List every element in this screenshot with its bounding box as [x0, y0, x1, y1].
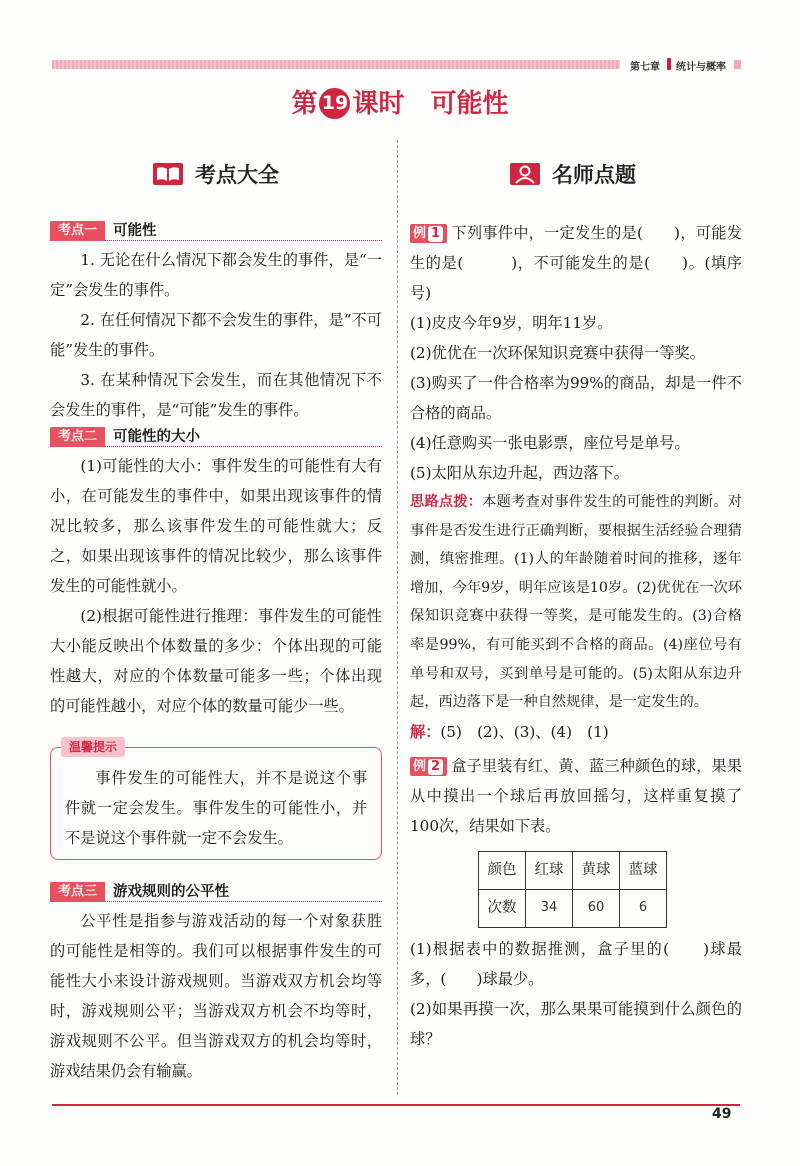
title-prefix: 第 — [291, 89, 318, 119]
ex1-answer: 解：(5) (2)、(3)、(4) (1) — [410, 722, 609, 741]
kd3-para: 公平性是指参与游戏活动的每一个对象获胜的可能性是相等的。我们可以根据事件发生的可能性大小来设计游戏规则。当游戏双方机会均等时，游戏规则公平；当游戏双方机会不均等时，游戏规则不公平。但当游戏双方的机会均等时，游戏结果仍会有输赢。 — [50, 912, 382, 1080]
footer-rule — [52, 1104, 740, 1106]
kd1-item-1: 1. 无论在什么情况下都会发生的事件，是“一定”会发生的事件。 — [50, 251, 382, 299]
example-1-question: 例 1 下列事件中，一定发生的是( )，可能发生的是( )，不可能发生的是( )。(填序号) — [410, 224, 742, 302]
kaodian-2-header: 考点二 可能性的大小 — [50, 427, 382, 447]
table-header-cell: 蓝球 — [620, 851, 667, 889]
tip-box — [50, 740, 382, 860]
ball-count-table — [478, 851, 667, 928]
kd1-item-3: 3. 在某种情况下会发生，而在其他情况下不会发生的事件，是“可能”发生的事件。 — [50, 371, 382, 419]
open-book-icon — [153, 163, 183, 185]
kaodian-3-header: 考点三 游戏规则的公平性 — [50, 882, 382, 902]
ex1-option-4: (4)任意购买一张电影票，座位号是单号。 — [410, 434, 690, 452]
chapter-label: 第七章 — [630, 62, 660, 73]
ex1-option-2: (2)优优在一次环保知识竞赛中获得一等奖。 — [410, 344, 705, 362]
column-divider — [397, 140, 398, 1095]
ex1-option-5: (5)太阳从东边升起，西边落下。 — [410, 464, 629, 482]
example-2-question: 例 2 盒子里装有红、黄、蓝三种颜色的球，果果从中摸出一个球后再放回摇匀，这样重复摸了100次，结果如下表。 — [410, 756, 742, 835]
tip-label: 温馨提示 — [61, 737, 125, 757]
ex2-question-1: (1)根据表中的数据推测，盒子里的( )球最多，( )球最少。 — [410, 939, 742, 988]
ex2-question-2: (2)如果再摸一次，那么果果可能摸到什么颜色的球？ — [410, 999, 742, 1048]
ex1-option-1: (1)皮皮今年9岁，明年11岁。 — [410, 314, 613, 332]
title-suffix: 课时 — [352, 89, 405, 119]
table-cell: 6 — [620, 889, 667, 927]
left-section-heading: 考点大全 — [153, 159, 279, 189]
example-1-tag: 例 1 — [410, 224, 447, 243]
tip-text: 事件发生的可能性大，并不是说这个事件就一定会发生。事件发生的可能性小，并不是说这个事件就一定不会发生。 — [65, 769, 367, 847]
lesson-title — [0, 83, 800, 120]
teacher-icon — [510, 163, 540, 185]
page-number: 49 — [712, 1106, 732, 1122]
ex1-hint: 思路点拨：本题考查对事件发生的可能性的判断。对事件是否发生进行正确判断，要根据生活经验合理猜测，缜密推理。(1)人的年龄随着时间的推移，逐年增加，今年9岁，明年应该是10岁。(2)优优在一次环保知识竞赛中获得一等奖，是可能发生的。(3)合格率是99%，有可能买到不合格的商品。(4)座位号有单号和双号，买到单号是可能的。(5)太阳从东边升起，西边落下是一种自然规律，是一定发生的。 — [410, 494, 742, 711]
table-header-row — [479, 851, 667, 889]
title-name: 可能性 — [430, 89, 509, 119]
left-column — [50, 219, 382, 1086]
kd1-item-2: 2. 在任何情况下都不会发生的事件，是“不可能”发生的事件。 — [50, 311, 382, 359]
table-header-cell: 颜色 — [479, 851, 526, 889]
table-header-cell: 黄球 — [573, 851, 620, 889]
kaodian-1-header: 考点一 可能性 — [50, 221, 382, 241]
header-separator — [667, 58, 671, 70]
table-row — [479, 889, 667, 927]
right-section-heading: 名师点题 — [510, 159, 636, 189]
topic-label: 统计与概率 — [676, 62, 726, 73]
table-cell: 34 — [526, 889, 573, 927]
table-row-label: 次数 — [479, 889, 526, 927]
kd2-para-1: (1)可能性的大小：事件发生的可能性有大有小，在可能发生的事件中，如果出现该事件的情况比较多，那么该事件发生的可能性就大；反之，如果出现该事件的情况比较少，那么该事件发生的可能性就小。 — [50, 457, 382, 595]
right-column — [410, 218, 742, 1054]
header-strip — [52, 60, 620, 69]
table-header-cell: 红球 — [526, 851, 573, 889]
table-cell: 60 — [573, 889, 620, 927]
example-2-tag: 例 2 — [410, 757, 447, 776]
kd2-para-2: (2)根据可能性进行推理：事件发生的可能性大小能反映出个体数量的多少：个体出现的可能性越大，对应的个体数量可能多一些；个体出现的可能性越小，对应个体的数量可能少一些。 — [50, 607, 382, 715]
lesson-number-badge: 19 — [319, 88, 350, 119]
header-square — [734, 60, 741, 69]
ex1-option-3: (3)购买了一件合格率为99%的商品，却是一件不合格的商品。 — [410, 374, 742, 422]
